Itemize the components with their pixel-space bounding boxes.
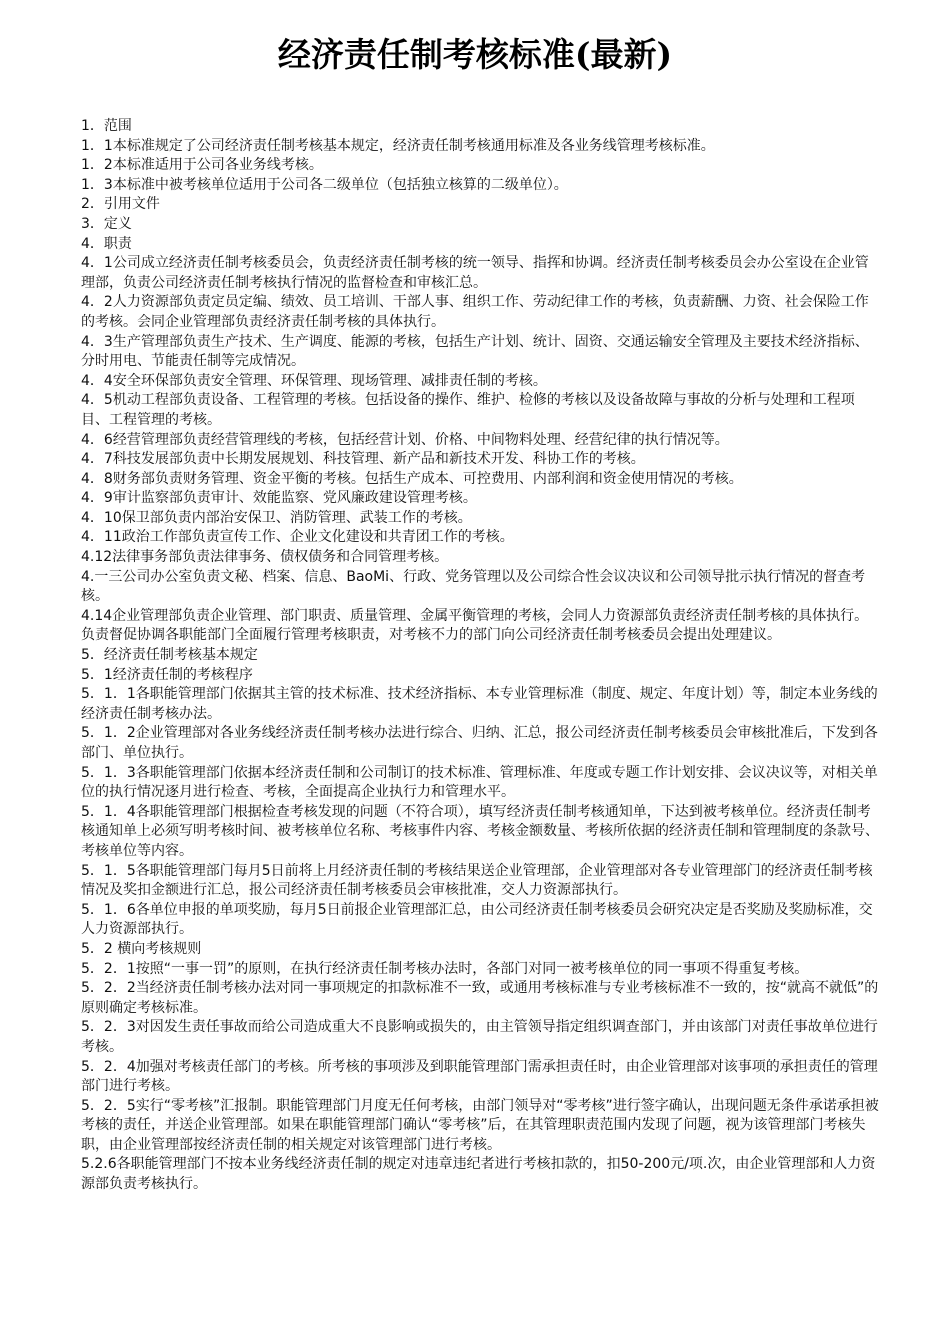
document-paragraph: 5．1．6各单位申报的单项奖励，每月5日前报企业管理部汇总，由公司经济责任制考核委员会研究决定是否奖励及奖励标准，交人力资源部执行。 bbox=[81, 901, 873, 938]
document-paragraph: 4．11政治工作部负责宣传工作、企业文化建设和共青团工作的考核。 bbox=[81, 529, 514, 546]
document-paragraph: 4．4安全环保部负责安全管理、环保管理、现场管理、减排责任制的考核。 bbox=[81, 372, 547, 389]
document-paragraph: 2．引用文件 bbox=[81, 196, 160, 213]
document-paragraph: 4．职责 bbox=[81, 235, 132, 252]
document-body bbox=[81, 117, 881, 1195]
document-paragraph: 4．5机动工程部负责设备、工程管理的考核。包括设备的操作、维护、检修的考核以及设备故障与事故的分析与处理和工程项目、工程管理的考核。 bbox=[81, 392, 855, 428]
document-paragraph: 1．2本标准适用于公司各业务线考核。 bbox=[81, 157, 323, 174]
document-paragraph: 5．1．3各职能管理部门依据本经济责任制和公司制订的技术标准、管理标准、年度或专题工作计划安排、会议决议等，对相关单位的执行情况逐月进行检查、考核，全面提高企业执行力和管理水平。 bbox=[81, 764, 878, 801]
document-paragraph: 4．2人力资源部负责定员定编、绩效、员工培训、干部人事、组织工作、劳动纪律工作的考核，负责薪酬、力资、社会保险工作的考核。会同企业管理部负责经济责任制考核的具体执行。 bbox=[81, 294, 869, 330]
document-paragraph: 4．7科技发展部负责中长期发展规划、科技管理、新产品和新技术开发、科协工作的考核。 bbox=[81, 451, 645, 468]
document-paragraph: 5．2．4加强对考核责任部门的考核。所考核的事项涉及到职能管理部门需承担责任时，由企业管理部对该事项的承担责任的管理部门进行考核。 bbox=[81, 1058, 878, 1095]
document-paragraph: 4．1公司成立经济责任制考核委员会，负责经济责任制考核的统一领导、指挥和协调。经济责任制考核委员会办公室设在企业管理部，负责公司经济责任制考核执行情况的监督检查和审核汇总。 bbox=[81, 255, 869, 291]
document-paragraph: 4.一三公司办公室负责文秘、档案、信息、BaoMi、行政、党务管理以及公司综合性会议决议和公司领导批示执行情况的督查考核。 bbox=[81, 568, 866, 605]
document-paragraph: 3．定义 bbox=[81, 215, 132, 232]
document-paragraph: 4．8财务部负责财务管理、资金平衡的考核。包括生产成本、可控费用、内部利润和资金使用情况的考核。 bbox=[81, 470, 743, 487]
document-paragraph: 5．1．1各职能管理部门依据其主管的技术标准、技术经济指标、本专业管理标准（制度、规定、年度计划）等，制定本业务线的经济责任制考核办法。 bbox=[81, 686, 878, 722]
document-paragraph: 1．1本标准规定了公司经济责任制考核基本规定，经济责任制考核通用标准及各业务线管理考核标准。 bbox=[81, 137, 715, 154]
document-paragraph: 5．2．2当经济责任制考核办法对同一事项规定的扣款标准不一致，或通用考核标准与专业考核标准不一致的，按“就高不就低”的原则确定考核标准。 bbox=[81, 980, 879, 1016]
document-paragraph: 4.12法律事务部负责法律事务、债权债务和合同管理考核。 bbox=[81, 549, 449, 566]
document-paragraph: 5．1．2企业管理部对各业务线经济责任制考核办法进行综合、归纳、汇总，报公司经济责任制考核委员会审核批准后，下发到各部门、单位执行。 bbox=[81, 725, 878, 761]
document-paragraph: 1．3本标准中被考核单位适用于公司各二级单位（包括独立核算的二级单位）。 bbox=[81, 176, 568, 193]
document-paragraph: 4．9审计监察部负责审计、效能监察、党风廉政建设管理考核。 bbox=[81, 490, 477, 507]
document-paragraph: 4．6经营管理部负责经营管理线的考核，包括经营计划、价格、中间物料处理、经营纪律的执行情况等。 bbox=[81, 431, 729, 448]
document-paragraph: 5．2．3对因发生责任事故而给公司造成重大不良影响或损失的，由主管领导指定组织调查部门，并由该部门对责任事故单位进行考核。 bbox=[81, 1019, 878, 1055]
document-title: 经济责任制考核标准(最新) bbox=[277, 35, 673, 74]
document-paragraph: 5．1．4各职能管理部门根据检查考核发现的问题（不符合项），填写经济责任制考核通知单，下达到被考核单位。经济责任制考核通知单上必须写明考核时间、被考核单位名称、考核事件内容、考核金额数量、考核所依据的经济责任制和管理制度的条款号、考核单位等内容。 bbox=[81, 803, 879, 859]
document-paragraph: 1．范围 bbox=[81, 118, 132, 134]
document-paragraph: 5．1．5各职能管理部门每月5日前将上月经济责任制的考核结果送企业管理部，企业管理部对各专业管理部门的经济责任制考核情况及奖扣金额进行汇总，报公司经济责任制考核委员会审核批准，交人力资源部执行。 bbox=[81, 862, 873, 899]
document-paragraph: 5.2.6各职能管理部门不按本业务线经济责任制的规定对违章违纪者进行考核扣款的，扣50-200元/项.次，由企业管理部和人力资源部负责考核执行。 bbox=[81, 1156, 876, 1193]
document-paragraph: 5．经济责任制考核基本规定 bbox=[81, 647, 258, 664]
document-paragraph: 4．10保卫部负责内部治安保卫、消防管理、武装工作的考核。 bbox=[81, 509, 472, 526]
document-paragraph: 4.14企业管理部负责企业管理、部门职责、质量管理、金属平衡管理的考核，会同人力资源部负责经济责任制考核的具体执行。负责督促协调各职能部门全面履行管理考核职责，对考核不力的部门向公司经济责任制考核委员会提出处理建议。 bbox=[81, 607, 869, 644]
document-paragraph: 5．2．5实行“零考核”汇报制。职能管理部门月度无任何考核，由部门领导对“零考核”进行签字确认，出现问题无条件承诺承担被考核的责任，并送企业管理部。如果在职能管理部门确认“零考核”后，在其管理职责范围内发现了问题，视为该管理部门考核失职，由企业管理部按经济责任制的相关规定对该管理部门进行考核。 bbox=[81, 1097, 879, 1153]
document-paragraph: 4．3生产管理部负责生产技术、生产调度、能源的考核，包括生产计划、统计、固资、交通运输安全管理及主要技术经济指标、分时用电、节能责任制等完成情况。 bbox=[81, 333, 869, 370]
document-paragraph: 5．1经济责任制的考核程序 bbox=[81, 666, 253, 683]
document-paragraph: 5．2 横向考核规则 bbox=[81, 940, 202, 957]
document-paragraph: 5．2．1按照“一事一罚”的原则，在执行经济责任制考核办法时，各部门对同一被考核单位的同一事项不得重复考核。 bbox=[81, 960, 809, 977]
